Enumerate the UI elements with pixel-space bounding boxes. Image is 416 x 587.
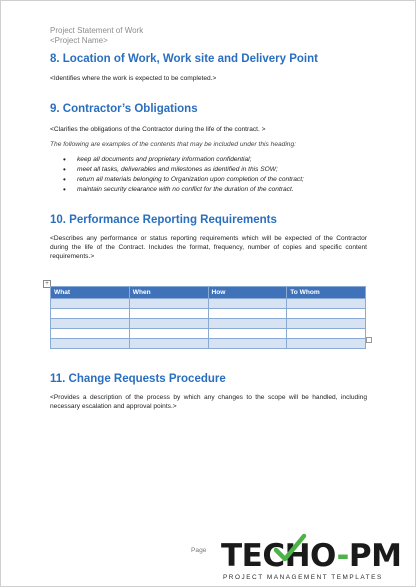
table-header-row [51,287,366,299]
obligations-list [63,155,363,195]
table-cell[interactable] [208,329,287,339]
logo-text-right: PM [348,538,402,574]
section-9-heading: 9. Contractor’s Obligations [50,103,198,115]
table-row [51,319,366,329]
table-cell[interactable] [51,299,130,309]
section-8-heading: 8. Location of Work, Work site and Delivery Point [50,53,318,65]
section-10-heading: 10. Performance Reporting Requirements [50,214,277,226]
table-cell[interactable] [129,319,208,329]
logo-text-o: O [310,538,337,574]
table-cell[interactable] [208,339,287,349]
table-cell[interactable] [51,339,130,349]
table-cell[interactable] [129,299,208,309]
table-cell[interactable] [287,329,366,339]
table-cell[interactable] [287,299,366,309]
list-item: • meet all tasks, deliverables and milestones as identified in this SOW; [63,165,363,175]
table-cell[interactable] [287,309,366,319]
logo-tagline: PROJECT MANAGEMENT TEMPLATES [223,574,383,581]
header-project-name: <Project Name> [50,36,108,45]
list-item: • keep all documents and proprietary information confidential; [63,155,363,165]
column-header-to-whom: To Whom [287,287,366,299]
table-cell[interactable] [287,319,366,329]
table-cell[interactable] [208,319,287,329]
page-number-label: Page [191,547,207,554]
column-header-what: What [51,287,130,299]
table-row [51,339,366,349]
table-cell[interactable] [51,329,130,339]
section-9-text: <Clarifies the obligations of the Contractor during the life of the contract. > [50,126,266,133]
list-item: • maintain security clearance with no conflict for the duration of the contract. [63,185,363,195]
section-8-text: <Identifies where the work is expected to be completed.> [50,75,217,82]
logo-wordmark [221,539,401,573]
table-row [51,329,366,339]
section-11-text: <Provides a description of the process by which any changes to the scope will be handled, including necessary escalation and approval points.> [50,394,367,410]
table-cell[interactable] [208,309,287,319]
logo-text-left: TECH [221,538,311,574]
table-cell[interactable] [208,299,287,309]
table-move-handle[interactable]: + [43,280,51,288]
section-10-text: <Describes any performance or status reporting requirements which will be expected of the Contractor during the life of the Contract. Includes the format, frequency, number of copies and specific content requirements.> [50,235,367,260]
reporting-table [50,286,366,349]
table-row [51,299,366,309]
header-document-title: Project Statement of Work [50,26,144,35]
table-cell[interactable] [129,339,208,349]
checkmark-icon [273,533,307,563]
table-row [51,309,366,319]
table-cell[interactable] [287,339,366,349]
table-resize-handle[interactable] [366,337,372,343]
table-cell[interactable] [51,309,130,319]
column-header-how: How [208,287,287,299]
section-11-heading: 11. Change Requests Procedure [50,373,226,385]
table-cell[interactable] [129,309,208,319]
table-cell[interactable] [51,319,130,329]
column-header-when: When [129,287,208,299]
list-item: • return all materials belonging to Organization upon completion of the contract; [63,175,363,185]
table-cell[interactable] [129,329,208,339]
logo-text-dash: - [336,538,349,574]
section-9-intro: The following are examples of the contents that may be included under this heading: [50,141,296,148]
page-header [50,26,143,46]
techno-pm-logo [221,539,411,584]
